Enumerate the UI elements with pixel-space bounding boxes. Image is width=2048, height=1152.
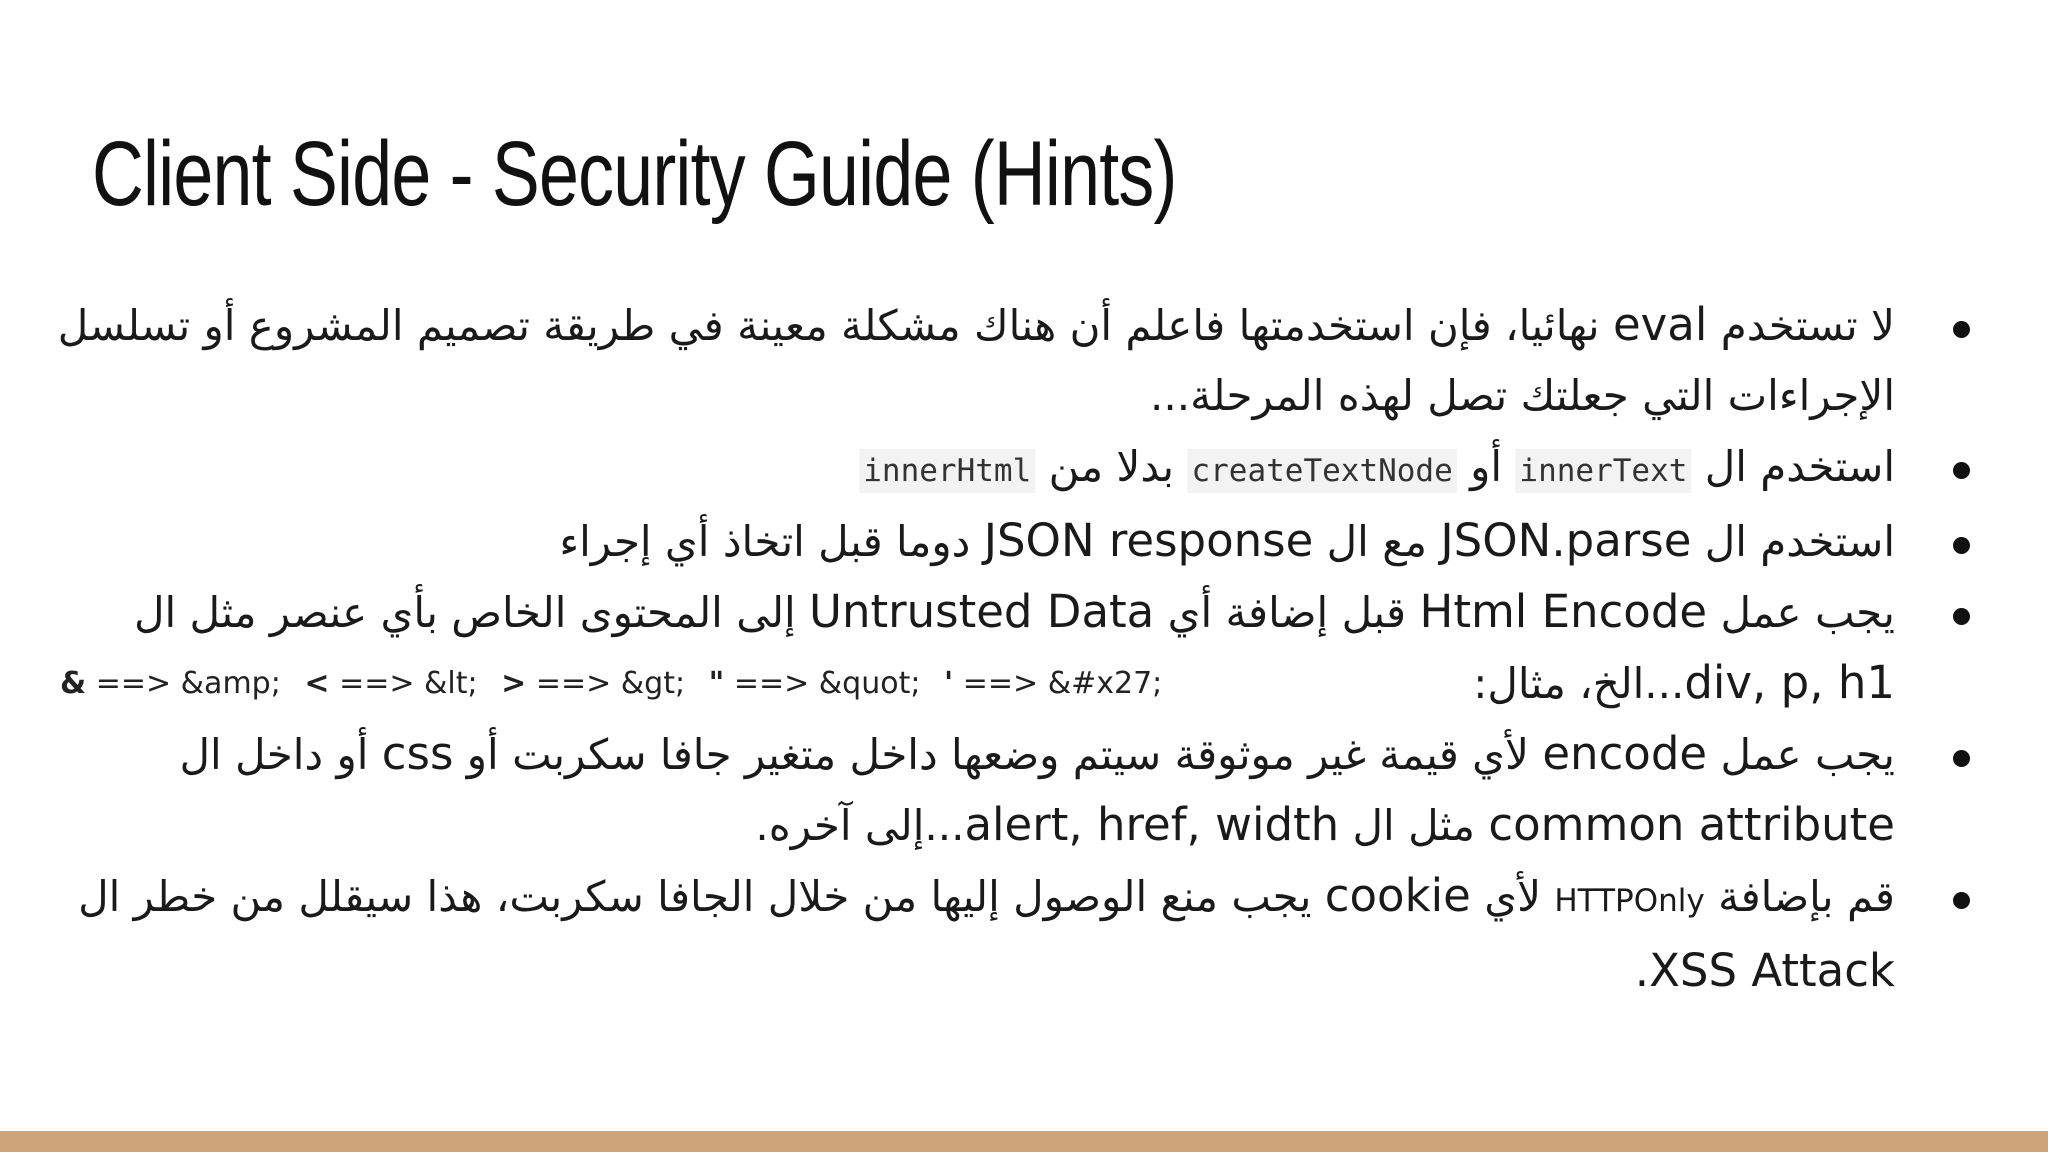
bullet-text: الإجراءات التي جعلتك تصل لهذه المرحلة... [1150,371,1895,420]
bullet-dot [1953,462,1970,479]
bullet-text: encode [1542,727,1708,780]
bullet-text: مع ال [1313,517,1441,566]
bullet-text: قم بإضافة [1704,872,1895,921]
entity-char: > [501,666,527,701]
bullet-text: JSON.parse [1440,514,1692,567]
entity-code: ==> &amp; [95,666,281,701]
bullet-text: قبل إضافة أي [1154,588,1420,637]
bullet-text: لأي قيمة غير موثوقة سيتم وضعها داخل متغير جافا سكربت أو [453,730,1543,779]
entity-code: ==> &gt; [535,666,686,701]
bullet-innertext [40,431,1960,506]
bullet-text: إلى المحتوى الخاص بأي عنصر مثل ال [133,588,810,637]
entity-char: < [304,666,330,701]
bullet-text: مثل ال [1339,801,1489,850]
bullet-httponly [40,861,1960,1006]
bullet-text: بدلا من [1035,442,1188,491]
bullet-text: div, p, h1 [1684,656,1895,709]
bullet-dot [1953,321,1970,338]
html-entity-examples [60,666,1162,701]
bullet-list [40,290,1960,1006]
entity-code: ==> &lt; [339,666,478,701]
code-snippet: innerHtml [859,449,1035,493]
bullet-text: استخدم ال [1691,442,1895,491]
bullet-dot [1953,750,1970,767]
bullet-text: common attribute [1488,798,1895,851]
bullet-text: أو داخل ال [179,730,382,779]
bullet-text: eval [1612,298,1708,351]
bullet-text: دوما قبل اتخاذ أي إجراء [559,517,984,566]
slide-title: Client Side - Security Guide (Hints) [92,123,1177,225]
bullet-json-parse [40,506,1960,577]
bullet-dot [1953,608,1970,625]
bullet-dot [1953,892,1970,909]
bullet-text: لأي [1470,872,1555,921]
bullet-text: ...الخ، مثال: [1473,659,1685,708]
bullet-eval [40,290,1960,431]
bullet-text: يجب عمل [1707,588,1895,637]
bullet-text: cookie [1324,869,1471,922]
entity-code: ==> &#x27; [962,666,1163,701]
bullet-text: XSS Attack [1649,944,1895,997]
entity-char: " [708,666,725,701]
bullet-text: لا تستخدم [1707,301,1895,350]
entity-char: & [60,666,87,701]
code-snippet: createTextNode [1187,449,1456,493]
bullet-js-encode [40,719,1960,861]
bullet-text: استخدم ال [1691,517,1895,566]
bullet-text: css [381,727,454,780]
bullet-text: Untrusted Data [809,585,1155,638]
entity-code: ==> &quot; [733,666,921,701]
bullet-text: HTTPOnly [1554,883,1705,919]
bullet-text: يجب عمل [1707,730,1895,779]
bullet-text: alert, href, width [964,798,1340,851]
footer-bar [0,1131,2048,1152]
bullet-dot [1953,537,1970,554]
bullet-text: أو [1456,442,1516,491]
bullet-text: ...إلى آخره. [755,801,965,850]
bullet-text: يجب منع الوصول إليها من خلال الجافا سكربت، هذا سيقلل من خطر ال [78,872,1325,921]
bullet-text: Html Encode [1419,585,1708,638]
bullet-text: JSON response [983,514,1314,567]
bullet-text: نهائيا، فإن استخدمتها فاعلم أن هناك مشكلة معينة في طريقة تصميم المشروع أو تسلسل [57,301,1613,350]
code-snippet: innerText [1515,449,1691,493]
entity-char: ' [944,666,954,701]
bullet-text: . [1634,944,1650,997]
